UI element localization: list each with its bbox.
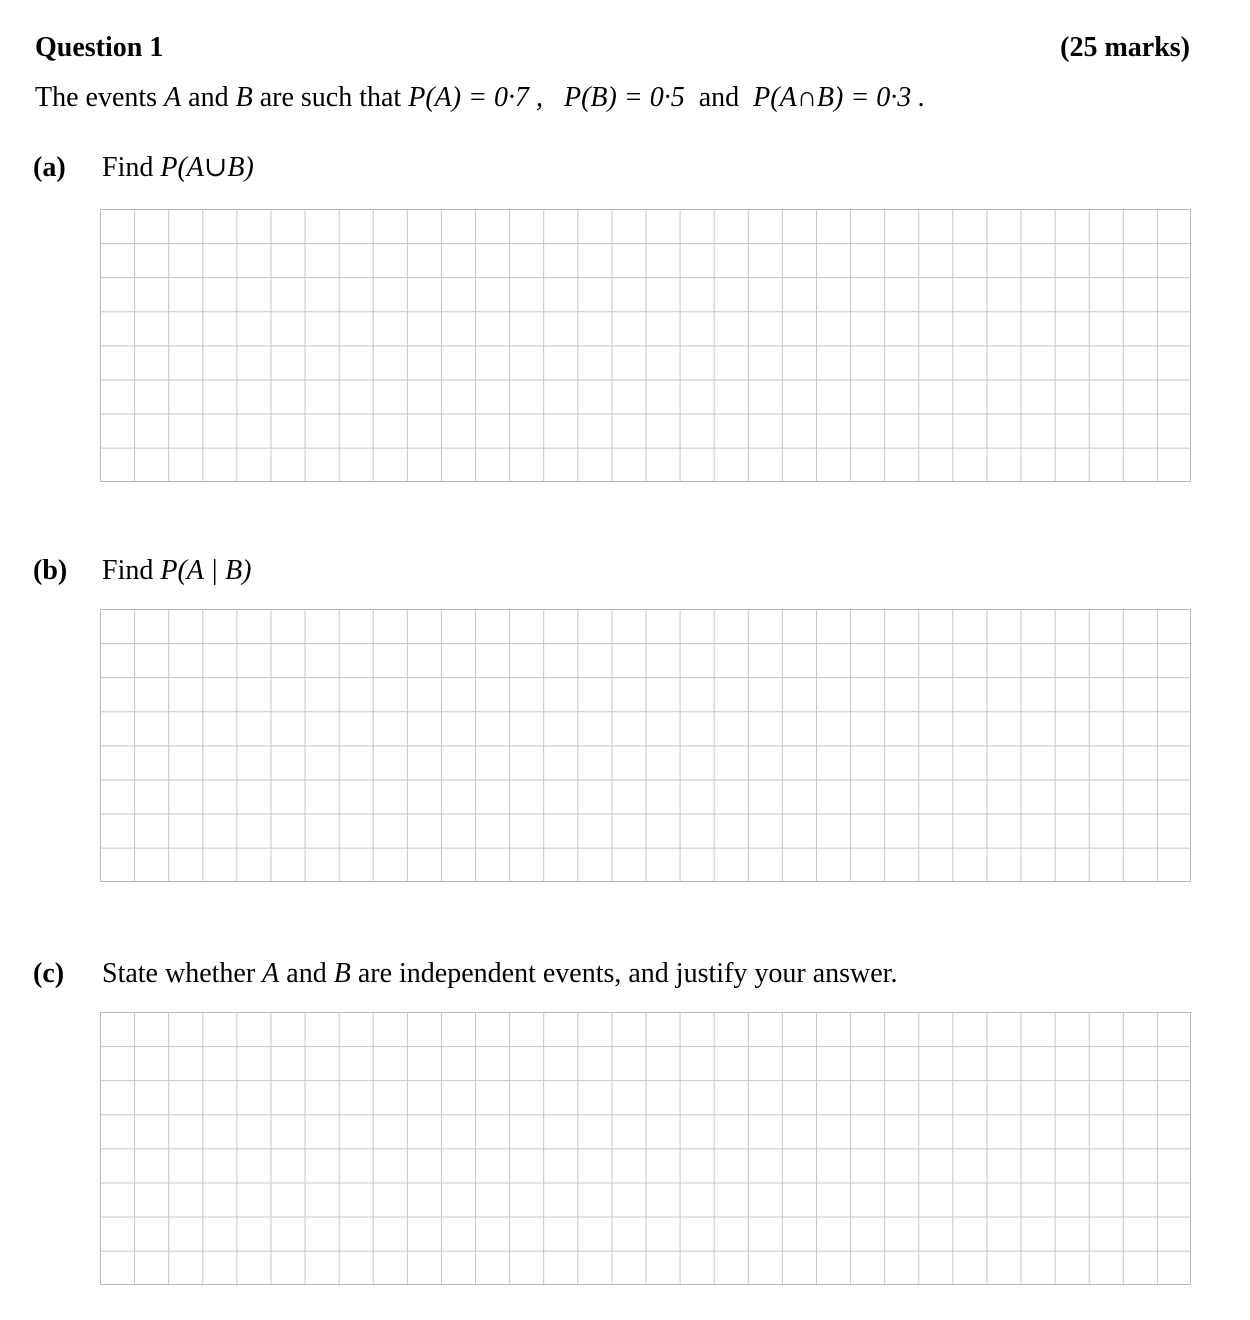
stem-tail: are such that bbox=[252, 82, 409, 113]
stem-and: and bbox=[181, 82, 236, 113]
part-c-pre: State whether bbox=[102, 958, 263, 989]
answer-grid-c[interactable] bbox=[100, 1012, 1191, 1285]
part-c-post: are independent events, and justify your answer. bbox=[350, 958, 898, 989]
part-a-find: Find bbox=[102, 152, 161, 183]
stem-var-a: A bbox=[164, 82, 182, 113]
part-c-var-a: A bbox=[262, 958, 280, 989]
question-title: Question 1 bbox=[35, 32, 164, 63]
part-b-label: (b) bbox=[33, 555, 68, 586]
stem-and2: and bbox=[698, 82, 740, 113]
stem-pa: P(A) = 0·7 , bbox=[408, 82, 543, 113]
stem-intro: The events bbox=[35, 82, 165, 113]
part-a-expr: P(A∪B) bbox=[160, 152, 254, 183]
part-b-find: Find bbox=[102, 555, 161, 586]
stem-var-b: B bbox=[235, 82, 253, 113]
part-a-label: (a) bbox=[33, 152, 66, 183]
part-c-and: and bbox=[279, 958, 334, 989]
part-c-text bbox=[102, 954, 897, 994]
answer-grid-b[interactable] bbox=[100, 609, 1191, 882]
part-b-expr: P(A | B) bbox=[160, 555, 252, 586]
answer-grid-a[interactable] bbox=[100, 209, 1191, 482]
stem-pb: P(B) = 0·5 bbox=[563, 82, 685, 113]
stem-pab: P(A∩B) = 0·3 . bbox=[753, 82, 926, 113]
part-a-text bbox=[102, 148, 254, 188]
part-b-text bbox=[102, 551, 252, 591]
question-stem bbox=[35, 78, 925, 118]
question-marks: (25 marks) bbox=[1060, 32, 1190, 63]
part-c-var-b: B bbox=[333, 958, 351, 989]
part-c-label: (c) bbox=[33, 958, 65, 989]
